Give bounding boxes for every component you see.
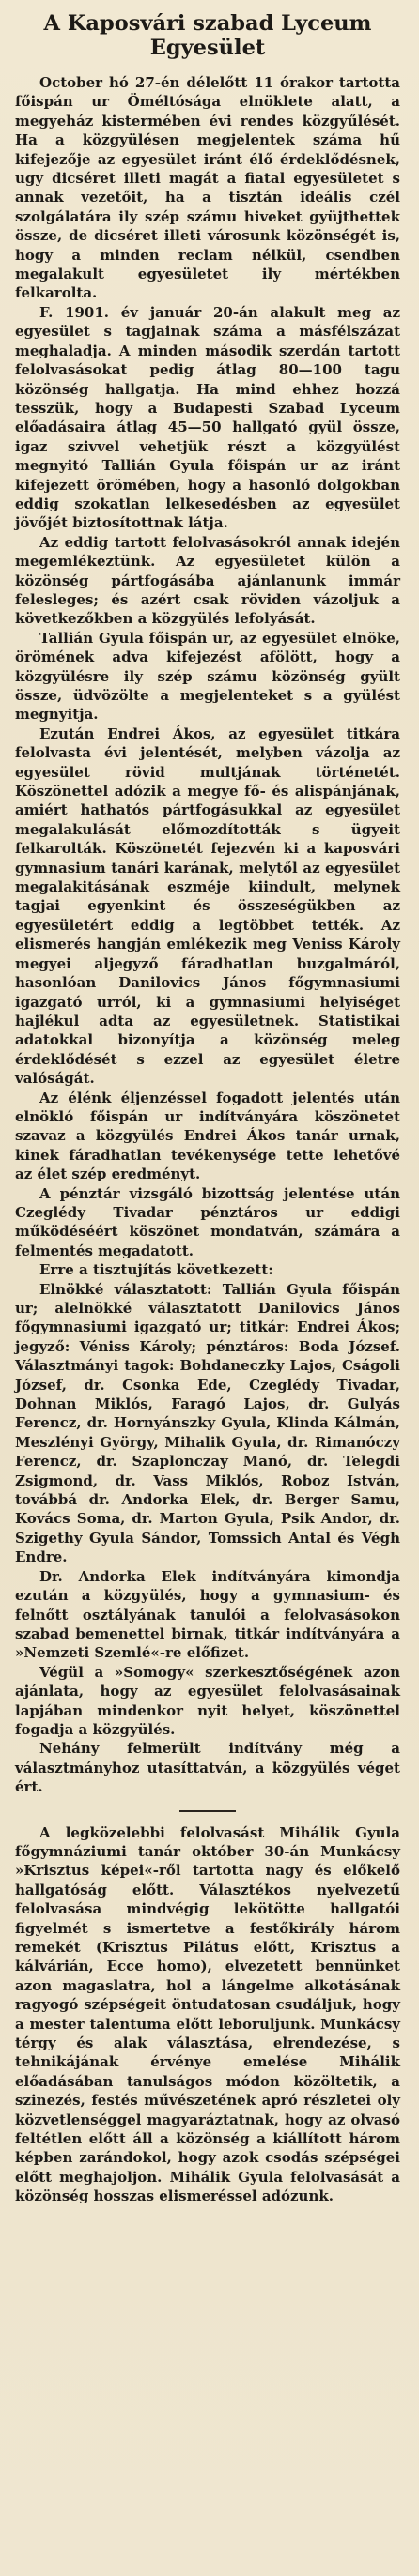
paragraph: Ezután Endrei Ákos, az egyesület titkára felolvasta évi jelentését, melyben vázolja az egyesület rövid multjának történetét. Köszönettel adózik a megye fő- és alispánjának, amiért hathatós pártfogásukkal az egyesület megalakulását előmozdították s ügyeit felkarolták. Köszönetét fejezvén ki a kaposvári gymnasium tanári karának, melytől az egyesület megalakitásának eszméje kiindult, melynek tagjai egyenkint és összeségükben az egyesületért eddig a legtöbbet tették. Az elismerés hangján emlékezik meg Veniss Károly megyei aljegyző fáradhatlan buzgalmáról, hasonlóan Danilovics János főgymnasiumi igazgató urról, ki a gymnasiumi helyiséget hajlékul adta az egyesületnek. Statistikai adatokkal bizonyítja a közönség meleg érdeklődését s ezzel az egyesület életre valóságát. xyxy=(15,724,400,1088)
paragraph: Az élénk éljenzéssel fogadott jelentés után elnökló főispán ur indítványára köszönetet szavaz a közgyülés Endrei Ákos tanár urnak, kinek fáradhatlan tevékenysége tette lehetővé az élet szép eredményt. xyxy=(15,1089,400,1183)
paragraph: Tallián Gyula főispán ur, az egyesület elnöke, örömének adva kifejezést afölött, hogy a közgyülésre ily szép számu közönség gyült össze, üdvözölte a megjelenteket s a gyülést megnyitja. xyxy=(15,629,400,724)
article-title-line2: Egyesület xyxy=(149,36,266,60)
paragraph: Az eddig tartott felolvasásokról annak idején megemlékeztünk. Az egyesületet külön a közönség pártfogásába ajánlanunk immár felesleges; és azért csak röviden vázoljuk a következőkben a közgyülés lefolyását. xyxy=(15,533,400,628)
paragraph: Dr. Andorka Elek indítványára kimondja ezután a közgyülés, hogy a gymnasium- és felnőtt osztályának tanulói a felolvasásokon szabad bemenettel birnak, titkár indítványára a »Nemzeti Szemlé«-re előfizet. xyxy=(15,1567,400,1662)
paragraph: October hó 27-én délelőtt 11 órakor tartotta főispán ur Öméltósága elnöklete alatt, a megyeház kistermében évi rendes közgyűlését. Ha a közgyülésen megjelentek száma hű kifejezője az egyesület iránt élő érdeklődésnek, ugy dicséret illeti magát a fiatal egyesületet s annak vezetőit, ha a tisztán ideális czél szolgálatára ily szép számu hiveket gyüjthettek össze, de dicséret illeti városunk közönségét is, hogy a minden reclam nélkül, csendben megalakult egyesületet ily mértékben felkarolta. xyxy=(15,74,400,302)
paragraph: Elnökké választatott: Tallián Gyula főispán ur; alelnökké választatott Danilovics János főgymnasiumi igazgató ur; titkár: Endrei Ákos; jegyző: Véniss Károly; pénztáros: Boda József. Választmányi tagok: Bohdaneczky Lajos, Cságoli József, dr. Csonka Ede, Czeglédy Tivadar, Dohnan Miklós, Faragó Lajos, dr. Gulyás Ferencz, dr. Hornyánszky Gyula, Klinda Kálmán, Meszlényi György, Mihalik Gyula, dr. Rimanóczy Ferencz, dr. Szaplonczay Manó, dr. Telegdi Zsigmond, dr. Vass Miklós, Roboz István, továbbá dr. Andorka Elek, dr. Berger Samu, Kovács Soma, dr. Marton Gyula, Psik Andor, dr. Szigethy Gyula Sándor, Tomssich Antal és Végh Endre. xyxy=(15,1280,400,1566)
paragraph: Nehány felmerült indítvány még a választmányhoz utasíttatván, a közgyülés véget ért. xyxy=(15,1740,400,1796)
article-title-line1: A Kaposvári szabad Lyceum xyxy=(43,11,372,36)
section-divider xyxy=(179,1810,236,1812)
paragraph: A legközelebbi felolvasást Mihálik Gyula főgymnáziumi tanár október 30-án Munkácsy »Krisztus képei«-ről tartotta nagy és előkelő hallgatóság előtt. Választékos nyelvezetű felolvasása mindvégig lekötötte hallgatói figyelmét s ismertetve a festőkirály három remekét (Krisztus Pilátus előtt, Krisztus a kálvárián, Ecce homo), elvezetett bennünket azon magaslatra, hol a lángelme alkotásának ragyogó szépségeit öntudatosan csudáljuk, hogy a mester talentuma előtt leboruljunk. Munkácsy térgy és alak választása, elrendezése, s tehnikájának érvénye emelése Mihálik előadásában tanulságos módon közöltetik, a szinezés, festés művészetének apró részletei oly közvetlenséggel magyaráztatnak, hogy az olvasó feltétlen előtt áll a közönség a kiállított három képben zarándokol, hogy azok csodás szépségei előtt meghajoljon. Mihálik Gyula felolvasását a közönség hosszas elismeréssel adózunk. xyxy=(15,1823,400,2205)
article-title xyxy=(15,0,400,60)
paragraph: Végül a »Somogy« szerkesztőségének azon ajánlata, hogy az egyesület felolvasásainak lapjában mindenkor nyit helyet, köszönettel fogadja a közgyülés. xyxy=(15,1663,400,1738)
paragraph: F. 1901. év január 20-án alakult meg az egyesület s tagjainak száma a másfélszázat meghaladja. A minden második szerdán tartott felolvasásokat pedig átlag 80—100 tagu közönség hallgatja. Ha mind ehhez hozzá tesszük, hogy a Budapesti Szabad Lyceum előadásaira átlag 45—50 hallgató gyül össze, igaz szivvel vehetjük részt a közgyülést megnyitó Tallián Gyula főispán ur az iránt kifejezett örömében, hogy a hasonló dolgokban eddig szokatlan lelkesedésben az egyesület jövőjét biztosítottnak látja. xyxy=(15,303,400,532)
article-body-second xyxy=(15,1823,400,2206)
paragraph: Erre a tisztujítás következett: xyxy=(39,1261,273,1279)
paragraph: A pénztár vizsgáló bizottság jelentése után Czeglédy Tivadar pénztáros ur eddigi működéséért köszönet mondatván, számára a felmentés megadatott. xyxy=(15,1184,400,1259)
article-body xyxy=(15,73,400,1797)
